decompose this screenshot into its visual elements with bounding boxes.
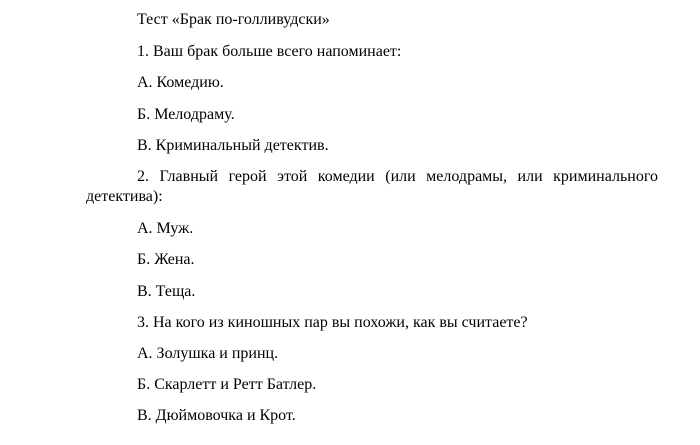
question-3-text: 3. На кого из киношных пар вы похожи, как вы считаете? — [137, 314, 528, 331]
question-2-option-a: А. Муж. — [137, 220, 194, 237]
question-2-option-b: Б. Жена. — [137, 251, 195, 268]
question-3-option-a: А. Золушка и принц. — [137, 345, 279, 362]
question-1-option-c: В. Криминальный детектив. — [137, 137, 329, 154]
document-title: Тест «Брак по-голливудски» — [137, 11, 330, 28]
question-1-option-a: А. Комедию. — [137, 74, 224, 91]
question-1-option-b: Б. Мелодраму. — [137, 106, 235, 123]
question-2-text-line-2: детектива): — [86, 188, 163, 205]
question-1-text: 1. Ваш брак больше всего напоминает: — [137, 43, 402, 60]
question-3-option-c: В. Дюймовочка и Крот. — [137, 407, 296, 424]
question-2-option-c: В. Теща. — [137, 283, 196, 300]
question-2-text-line-1: 2. Главный герой этой комедии (или мелодрамы, или криминального — [137, 168, 658, 185]
question-3-option-b: Б. Скарлетт и Ретт Батлер. — [137, 376, 317, 393]
